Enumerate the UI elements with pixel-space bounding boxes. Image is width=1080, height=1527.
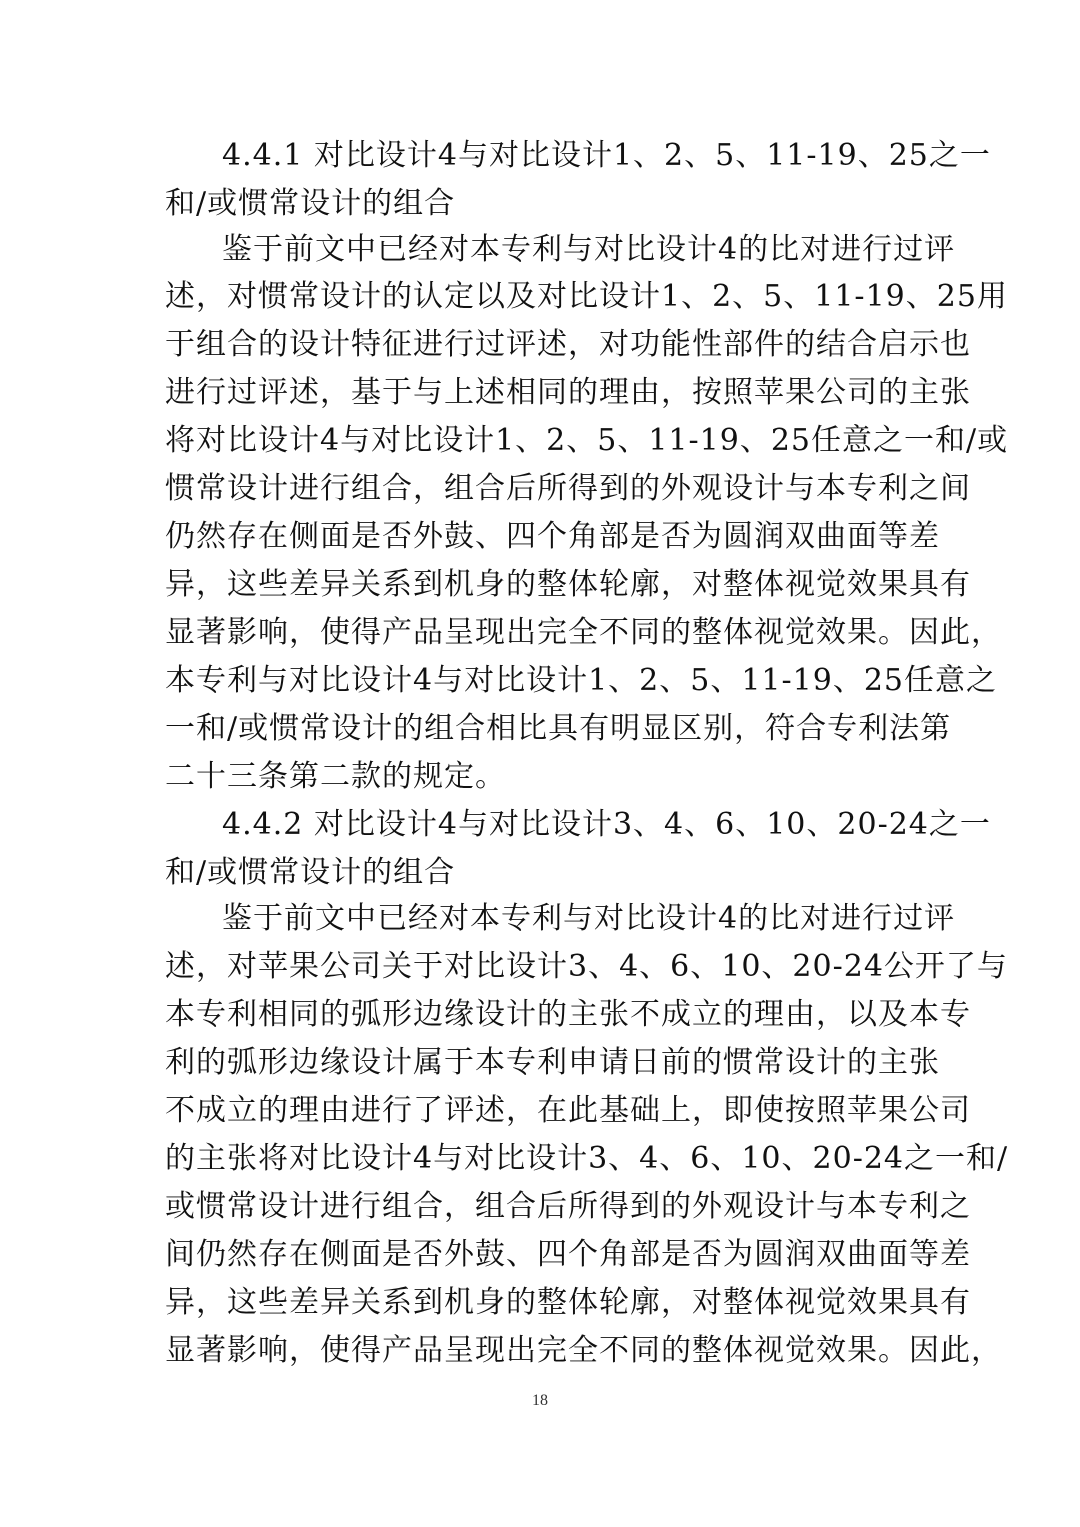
paragraph-line: 鉴于前文中已经对本专利与对比设计4的比对进行过评 xyxy=(222,901,956,936)
paragraph-line: 显著影响，使得产品呈现出完全不同的整体视觉效果。因此， xyxy=(165,615,1002,650)
paragraph-line: 将对比设计4与对比设计1、2、5、11-19、25任意之一和/或 xyxy=(165,423,1009,458)
section-heading-4-4-1-line-1: 4.4.1 对比设计4与对比设计1、2、5、11-19、25之一 xyxy=(222,138,991,173)
paragraph-line: 述，对惯常设计的认定以及对比设计1、2、5、11-19、25用 xyxy=(165,279,1008,314)
paragraph-line: 进行过评述，基于与上述相同的理由，按照苹果公司的主张 xyxy=(165,375,971,410)
paragraph-line: 利的弧形边缘设计属于本专利申请日前的惯常设计的主张 xyxy=(165,1045,940,1080)
section-heading-4-4-2-line-2: 和/或惯常设计的组合 xyxy=(165,855,456,890)
paragraph-line: 本专利与对比设计4与对比设计1、2、5、11-19、25任意之 xyxy=(165,663,998,698)
paragraph-line: 仍然存在侧面是否外鼓、四个角部是否为圆润双曲面等差 xyxy=(165,519,940,554)
paragraph-line: 不成立的理由进行了评述，在此基础上，即使按照苹果公司 xyxy=(165,1093,971,1128)
paragraph-line: 本专利相同的弧形边缘设计的主张不成立的理由，以及本专 xyxy=(165,997,971,1032)
section-heading-4-4-2-line-1: 4.4.2 对比设计4与对比设计3、4、6、10、20-24之一 xyxy=(222,807,991,842)
paragraph-line: 显著影响，使得产品呈现出完全不同的整体视觉效果。因此， xyxy=(165,1333,1002,1368)
paragraph-line: 二十三条第二款的规定。 xyxy=(165,759,506,794)
paragraph-line: 鉴于前文中已经对本专利与对比设计4的比对进行过评 xyxy=(222,232,956,267)
paragraph-line: 的主张将对比设计4与对比设计3、4、6、10、20-24之一和/ xyxy=(165,1141,1009,1176)
paragraph-line: 或惯常设计进行组合，组合后所得到的外观设计与本专利之 xyxy=(165,1189,971,1224)
page-number: 18 xyxy=(532,1392,548,1409)
paragraph-line: 于组合的设计特征进行过评述，对功能性部件的结合启示也 xyxy=(165,327,971,362)
paragraph-line: 异，这些差异关系到机身的整体轮廓，对整体视觉效果具有 xyxy=(165,567,971,602)
section-heading-4-4-1-line-2: 和/或惯常设计的组合 xyxy=(165,186,456,221)
paragraph-line: 异，这些差异关系到机身的整体轮廓，对整体视觉效果具有 xyxy=(165,1285,971,1320)
paragraph-line: 间仍然存在侧面是否外鼓、四个角部是否为圆润双曲面等差 xyxy=(165,1237,971,1272)
paragraph-line: 一和/或惯常设计的组合相比具有明显区别，符合专利法第 xyxy=(165,711,952,746)
paragraph-line: 述，对苹果公司关于对比设计3、4、6、10、20-24公开了与 xyxy=(165,949,1008,984)
paragraph-line: 惯常设计进行组合，组合后所得到的外观设计与本专利之间 xyxy=(165,471,971,506)
